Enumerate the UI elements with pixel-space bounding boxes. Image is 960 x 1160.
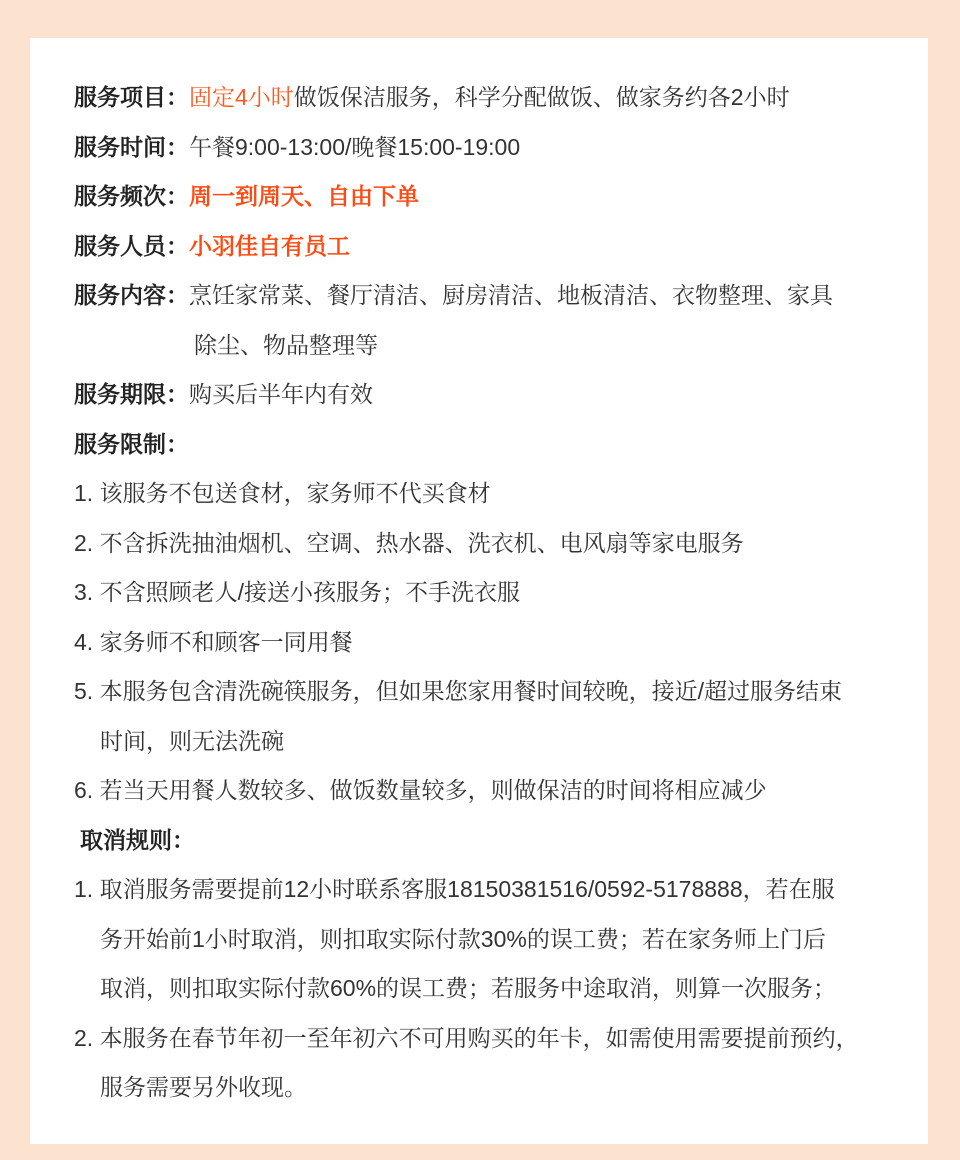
service-staff-label: 服务人员： [74, 233, 189, 259]
restriction-item: 1. 该服务不包送食材，家务师不代买食材 [74, 480, 491, 506]
cancellation-item-continued: 务开始前1小时取消，则扣取实际付款30%的误工费；若在家务师上门后 [100, 926, 826, 952]
cancellation-item: 2. 本服务在春节年初一至年初六不可用购买的年卡，如需使用需要提前预约， [74, 1025, 859, 1051]
cancellation-heading [80, 825, 195, 855]
restriction-item: 3. 不含照顾老人/接送小孩服务；不手洗衣服 [74, 579, 520, 605]
service-time-row [74, 132, 520, 162]
service-content-value-line1: 烹饪家常菜、餐厅清洁、厨房清洁、地板清洁、衣物整理、家具 [189, 282, 833, 308]
service-item-row [74, 82, 790, 112]
restriction-item: 2. 不含拆洗抽油烟机、空调、热水器、洗衣机、电风扇等家电服务 [74, 530, 744, 556]
cancellation-item-continued: 取消，则扣取实际付款60%的误工费；若服务中途取消，则算一次服务； [100, 975, 837, 1001]
service-frequency-value: 周一到周天、自由下单 [189, 183, 419, 209]
service-frequency-row [74, 181, 419, 211]
cancellation-item: 1. 取消服务需要提前12小时联系客服18150381516/0592-5178888，若在服 [74, 876, 835, 902]
service-content-label: 服务内容： [74, 282, 189, 308]
cancellation-label: 取消规则： [80, 827, 195, 853]
service-info-card [30, 38, 928, 1144]
service-frequency-label: 服务频次： [74, 183, 189, 209]
service-staff-value: 小羽佳自有员工 [189, 233, 350, 259]
service-item-value: 做饭保洁服务，科学分配做饭、做家务约各2小时 [293, 84, 790, 110]
restrictions-heading [74, 429, 189, 459]
service-staff-row [74, 231, 350, 261]
service-period-value: 购买后半年内有效 [189, 381, 373, 407]
service-content-row [74, 280, 833, 310]
restriction-item: 4. 家务师不和顾客一同用餐 [74, 629, 353, 655]
service-item-highlight: 固定4小时 [189, 84, 294, 110]
service-period-row [74, 379, 373, 409]
service-period-label: 服务期限： [74, 381, 189, 407]
service-item-label: 服务项目： [74, 84, 189, 110]
service-time-value: 午餐9:00-13:00/晚餐15:00-19:00 [189, 134, 521, 160]
cancellation-item-continued: 服务需要另外收现。 [100, 1074, 307, 1100]
restriction-item: 5. 本服务包含清洗碗筷服务，但如果您家用餐时间较晚，接近/超过服务结束 [74, 678, 842, 704]
restrictions-label: 服务限制： [74, 431, 189, 457]
service-time-label: 服务时间： [74, 134, 189, 160]
service-content-value-line2: 除尘、物品整理等 [194, 332, 378, 358]
restriction-item-continued: 时间，则无法洗碗 [100, 728, 284, 754]
restriction-item: 6. 若当天用餐人数较多、做饭数量较多，则做保洁的时间将相应减少 [74, 777, 767, 803]
